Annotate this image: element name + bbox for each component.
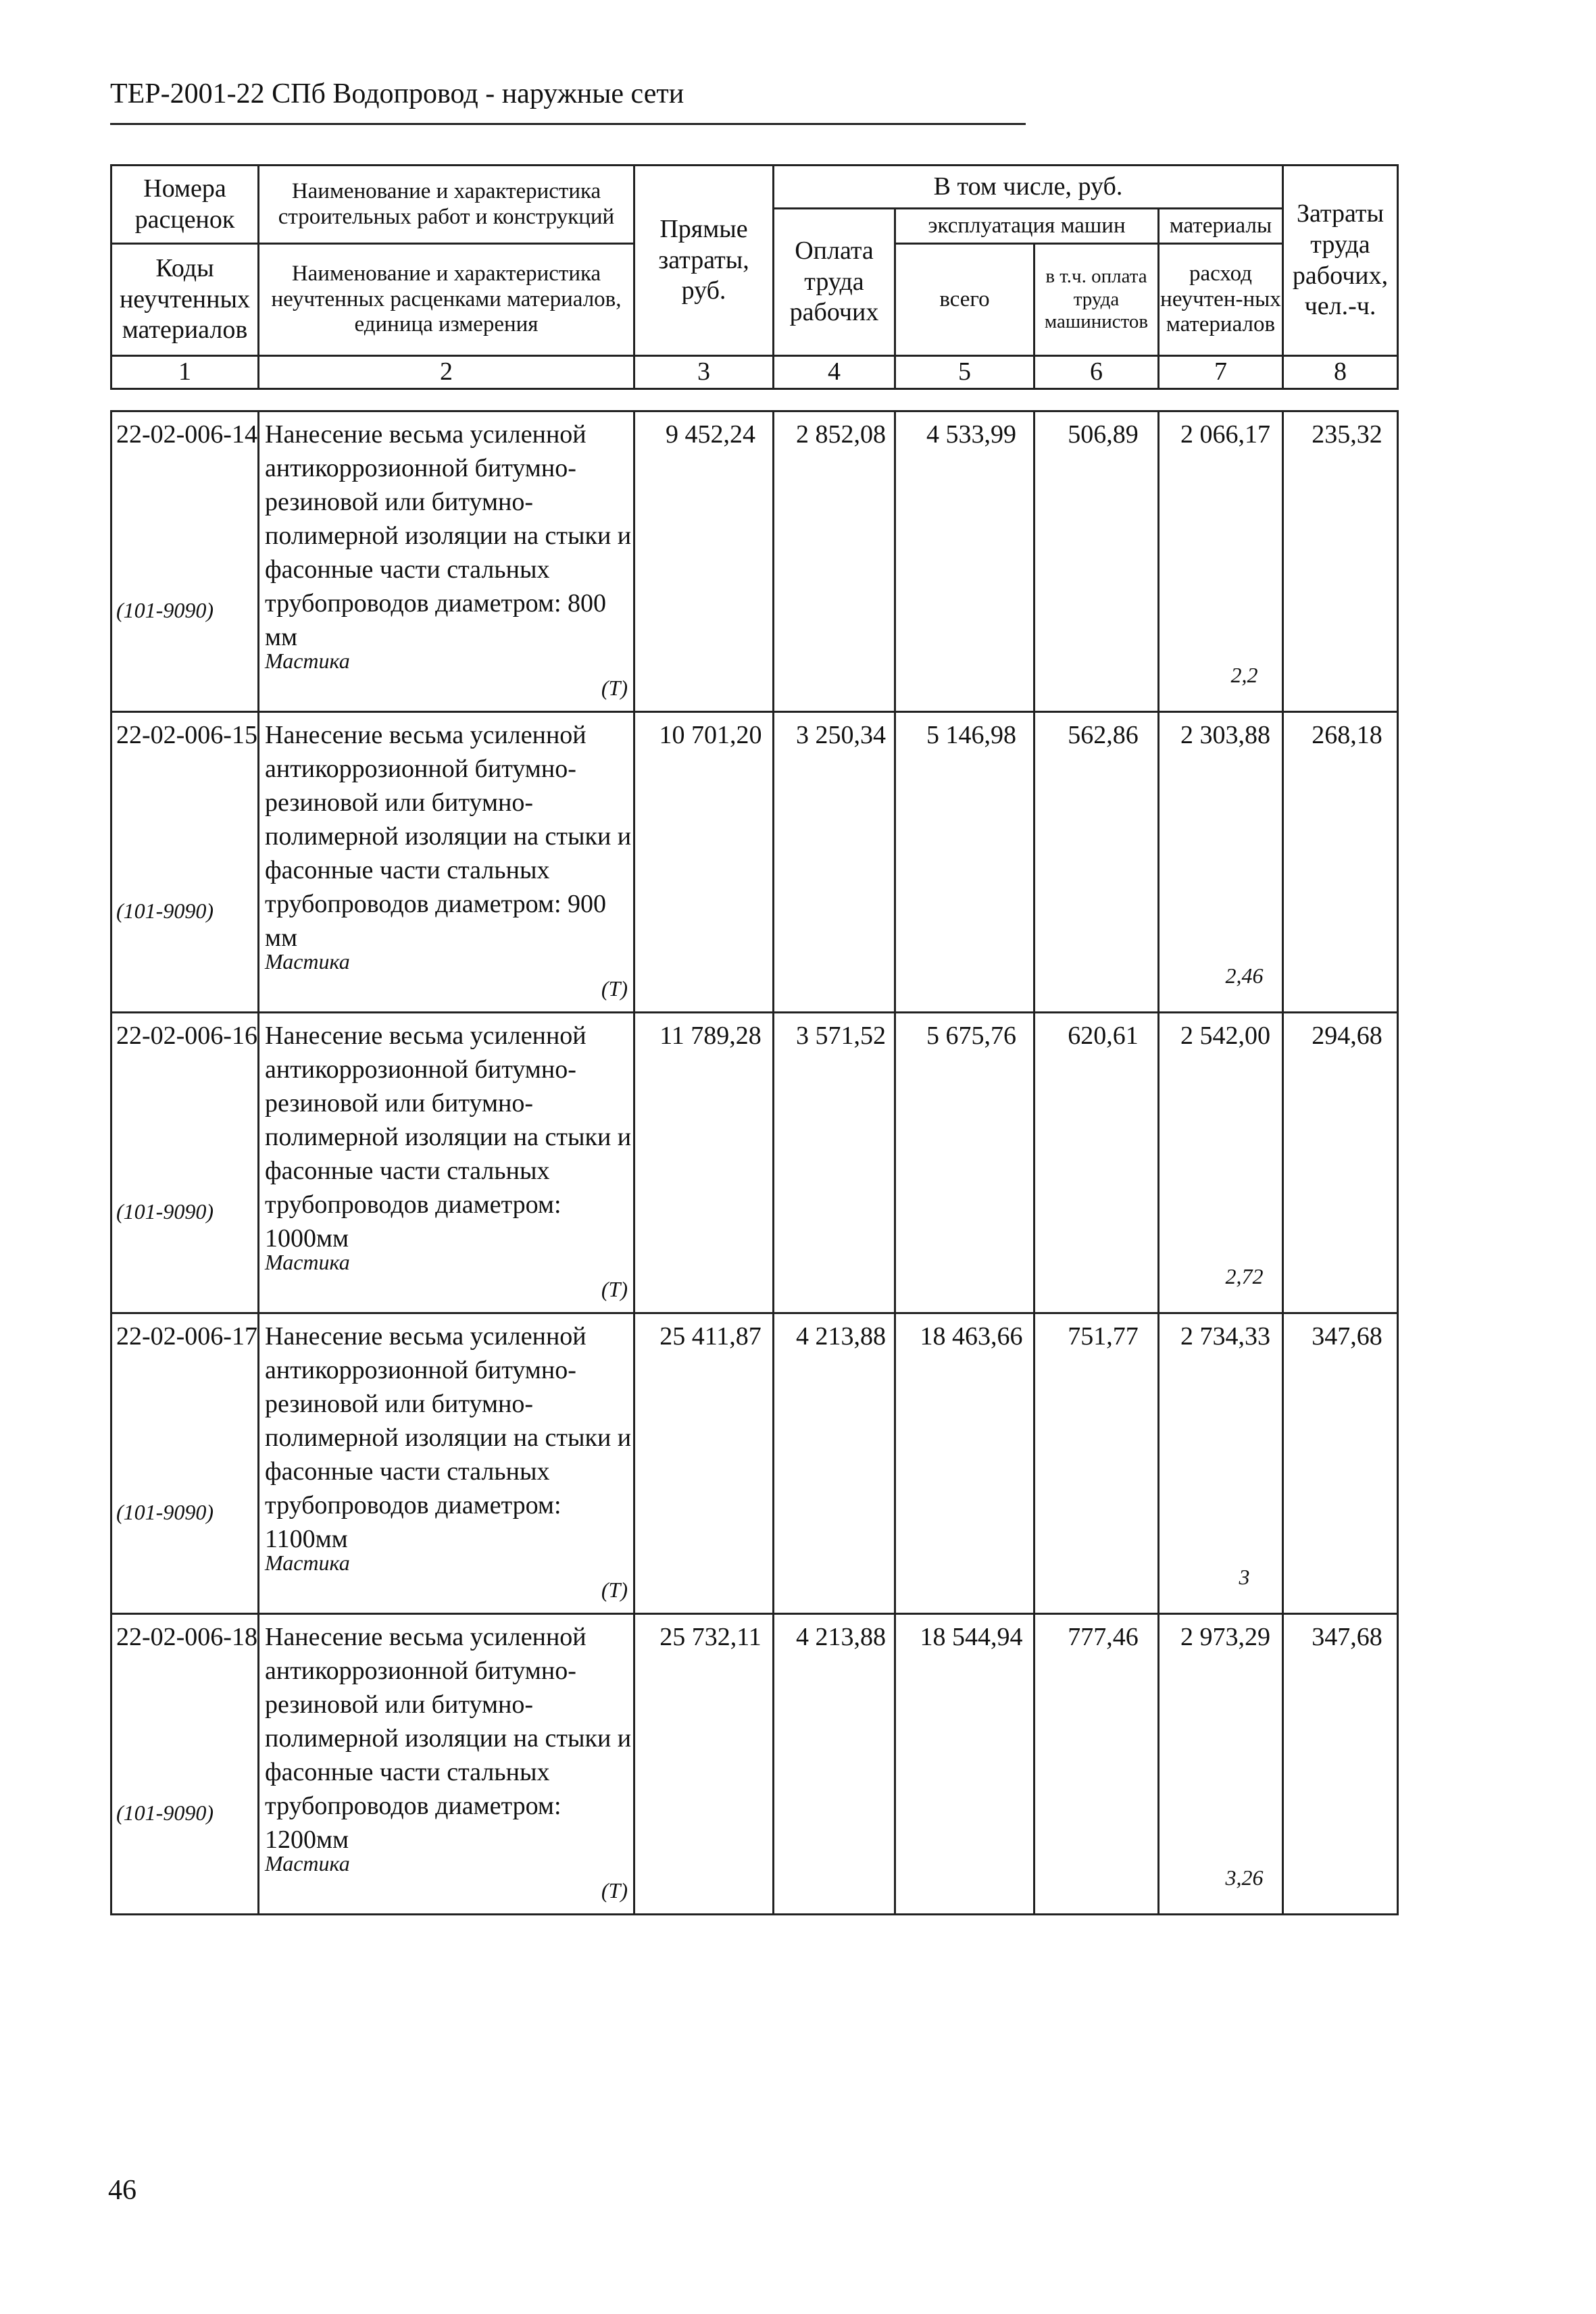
material-unit: (Т) bbox=[601, 1277, 628, 1301]
labor-cost-cell bbox=[774, 1313, 895, 1614]
rate-code: 22-02-006-15 bbox=[116, 721, 257, 749]
labor-cost: 3 250,34 bbox=[796, 721, 886, 749]
material-name: Мастика bbox=[265, 1851, 350, 1876]
header-col2-bottom: Наименование и характеристика неучтенных расценками материалов, единица измерения bbox=[259, 244, 634, 356]
materials-cost: 2 542,00 bbox=[1180, 1022, 1270, 1050]
rates-table bbox=[110, 410, 1399, 1915]
materials-cost: 2 734,33 bbox=[1180, 1322, 1270, 1351]
material-quantity: 2,2 bbox=[1230, 663, 1258, 687]
table-row bbox=[111, 411, 1398, 712]
header-number: 5 bbox=[895, 356, 1034, 389]
table-header bbox=[110, 164, 1399, 390]
labor-hours: 235,32 bbox=[1312, 420, 1382, 449]
materials-cell bbox=[1159, 1313, 1283, 1614]
direct-cost: 9 452,24 bbox=[666, 420, 755, 449]
machinists-cost: 506,89 bbox=[1068, 420, 1139, 449]
page-number: 46 bbox=[108, 2175, 136, 2206]
labor-hours-cell bbox=[1283, 712, 1398, 1013]
machinists-cost-cell bbox=[1034, 712, 1159, 1013]
material-quantity: 2,72 bbox=[1225, 1264, 1264, 1288]
material-code: (101-9090) bbox=[116, 598, 214, 622]
material-name: Мастика bbox=[265, 949, 350, 974]
direct-cost-cell bbox=[634, 411, 774, 712]
header-number: 7 bbox=[1159, 356, 1283, 389]
work-name: Нанесение весьма усиленной антикоррозионной битумно-резиновой или битумно-полимерной изоляции на стыки и фасонные части стальных трубопроводов диаметром: 900 мм bbox=[265, 721, 632, 952]
material-code: (101-9090) bbox=[116, 1199, 214, 1224]
labor-hours-cell bbox=[1283, 1013, 1398, 1313]
materials-cell bbox=[1159, 1013, 1283, 1313]
header-number: 4 bbox=[774, 356, 895, 389]
header-col6: в т.ч. оплата труда машинистов bbox=[1034, 244, 1159, 356]
material-name: Мастика bbox=[265, 1551, 350, 1575]
labor-cost: 2 852,08 bbox=[796, 420, 886, 449]
materials-cost: 2 066,17 bbox=[1180, 420, 1270, 449]
machines-total-cell bbox=[895, 1013, 1034, 1313]
machinists-cost-cell bbox=[1034, 1313, 1159, 1614]
work-name-cell bbox=[259, 1614, 634, 1915]
header-col3: Прямые затраты, руб. bbox=[634, 166, 774, 356]
materials-cost: 2 973,29 bbox=[1180, 1623, 1270, 1651]
material-quantity: 3 bbox=[1239, 1565, 1250, 1589]
header-col5: всего bbox=[895, 244, 1034, 356]
material-quantity: 3,26 bbox=[1225, 1865, 1264, 1890]
header-group: В том числе, руб. bbox=[774, 166, 1283, 209]
labor-cost: 4 213,88 bbox=[796, 1623, 886, 1651]
table-row bbox=[111, 712, 1398, 1013]
header-col4: Оплата труда рабочих bbox=[774, 209, 895, 356]
header-machines: эксплуатация машин bbox=[895, 209, 1159, 244]
material-unit: (Т) bbox=[601, 1578, 628, 1602]
table-row bbox=[111, 1013, 1398, 1313]
rate-code: 22-02-006-14 bbox=[116, 420, 257, 449]
title-rule bbox=[110, 123, 1026, 125]
direct-cost-cell bbox=[634, 1313, 774, 1614]
rate-code-cell bbox=[111, 1313, 259, 1614]
table-row bbox=[111, 1614, 1398, 1915]
direct-cost: 25 732,11 bbox=[659, 1623, 762, 1651]
material-unit: (Т) bbox=[601, 1878, 628, 1903]
material-name: Мастика bbox=[265, 1250, 350, 1274]
direct-cost: 10 701,20 bbox=[659, 721, 762, 749]
machines-total-cell bbox=[895, 411, 1034, 712]
material-name: Мастика bbox=[265, 649, 350, 673]
table-row bbox=[111, 1313, 1398, 1614]
header-col8: Затраты труда рабочих, чел.-ч. bbox=[1283, 166, 1398, 356]
labor-hours: 294,68 bbox=[1312, 1022, 1382, 1050]
header-col1-top: Номера расценок bbox=[111, 166, 259, 244]
work-name: Нанесение весьма усиленной антикоррозионной битумно-резиновой или битумно-полимерной изоляции на стыки и фасонные части стальных трубопроводов диаметром: 800 мм bbox=[265, 420, 632, 651]
header-col2-top: Наименование и характеристика строительных работ и конструкций bbox=[259, 166, 634, 244]
materials-cell bbox=[1159, 1614, 1283, 1915]
rate-code-cell bbox=[111, 1013, 259, 1313]
material-code: (101-9090) bbox=[116, 899, 214, 923]
header-materials: материалы bbox=[1159, 209, 1283, 244]
header-number: 6 bbox=[1034, 356, 1159, 389]
labor-cost: 3 571,52 bbox=[796, 1022, 886, 1050]
machines-total: 18 463,66 bbox=[920, 1322, 1023, 1351]
machinists-cost-cell bbox=[1034, 1013, 1159, 1313]
rate-code: 22-02-006-16 bbox=[116, 1022, 257, 1050]
running-title: ТЕР-2001-22 СПб Водопровод - наружные сети bbox=[110, 78, 684, 109]
header-col7: расход неучтен-ных материалов bbox=[1159, 244, 1283, 356]
rate-code: 22-02-006-18 bbox=[116, 1623, 257, 1651]
direct-cost-cell bbox=[634, 1614, 774, 1915]
work-name-cell bbox=[259, 712, 634, 1013]
materials-cell bbox=[1159, 712, 1283, 1013]
direct-cost: 25 411,87 bbox=[659, 1322, 762, 1351]
header-number: 1 bbox=[111, 356, 259, 389]
machinists-cost: 562,86 bbox=[1068, 721, 1139, 749]
machines-total: 5 146,98 bbox=[926, 721, 1016, 749]
machines-total: 5 675,76 bbox=[926, 1022, 1016, 1050]
machines-total-cell bbox=[895, 712, 1034, 1013]
labor-cost-cell bbox=[774, 411, 895, 712]
materials-cell bbox=[1159, 411, 1283, 712]
machinists-cost-cell bbox=[1034, 411, 1159, 712]
labor-cost-cell bbox=[774, 1614, 895, 1915]
material-quantity: 2,46 bbox=[1225, 963, 1264, 988]
material-code: (101-9090) bbox=[116, 1500, 214, 1524]
direct-cost-cell bbox=[634, 1013, 774, 1313]
labor-cost: 4 213,88 bbox=[796, 1322, 886, 1351]
rate-code-cell bbox=[111, 1614, 259, 1915]
header-number: 2 bbox=[259, 356, 634, 389]
header-col1-bottom: Коды неучтенных материалов bbox=[111, 244, 259, 356]
direct-cost: 11 789,28 bbox=[659, 1022, 762, 1050]
labor-cost-cell bbox=[774, 712, 895, 1013]
labor-hours-cell bbox=[1283, 1313, 1398, 1614]
machinists-cost: 777,46 bbox=[1068, 1623, 1139, 1651]
work-name-cell bbox=[259, 1013, 634, 1313]
machinists-cost: 751,77 bbox=[1068, 1322, 1139, 1351]
header-number: 3 bbox=[634, 356, 774, 389]
machines-total-cell bbox=[895, 1614, 1034, 1915]
work-name-cell bbox=[259, 411, 634, 712]
rate-code-cell bbox=[111, 712, 259, 1013]
machines-total: 18 544,94 bbox=[920, 1623, 1023, 1651]
work-name-cell bbox=[259, 1313, 634, 1614]
machines-total: 4 533,99 bbox=[926, 420, 1016, 449]
rate-code-cell bbox=[111, 411, 259, 712]
labor-cost-cell bbox=[774, 1013, 895, 1313]
work-name: Нанесение весьма усиленной антикоррозионной битумно-резиновой или битумно-полимерной изоляции на стыки и фасонные части стальных трубопроводов диаметром: 1200мм bbox=[265, 1623, 632, 1854]
work-name: Нанесение весьма усиленной антикоррозионной битумно-резиновой или битумно-полимерной изоляции на стыки и фасонные части стальных трубопроводов диаметром: 1000мм bbox=[265, 1022, 632, 1253]
labor-hours: 268,18 bbox=[1312, 721, 1382, 749]
machinists-cost: 620,61 bbox=[1068, 1022, 1139, 1050]
materials-cost: 2 303,88 bbox=[1180, 721, 1270, 749]
labor-hours: 347,68 bbox=[1312, 1623, 1382, 1651]
direct-cost-cell bbox=[634, 712, 774, 1013]
rate-code: 22-02-006-17 bbox=[116, 1322, 257, 1351]
material-unit: (Т) bbox=[601, 676, 628, 700]
material-unit: (Т) bbox=[601, 976, 628, 1001]
work-name: Нанесение весьма усиленной антикоррозионной битумно-резиновой или битумно-полимерной изоляции на стыки и фасонные части стальных трубопроводов диаметром: 1100мм bbox=[265, 1322, 632, 1553]
material-code: (101-9090) bbox=[116, 1801, 214, 1825]
labor-hours-cell bbox=[1283, 411, 1398, 712]
header-number: 8 bbox=[1283, 356, 1398, 389]
labor-hours-cell bbox=[1283, 1614, 1398, 1915]
machinists-cost-cell bbox=[1034, 1614, 1159, 1915]
labor-hours: 347,68 bbox=[1312, 1322, 1382, 1351]
machines-total-cell bbox=[895, 1313, 1034, 1614]
